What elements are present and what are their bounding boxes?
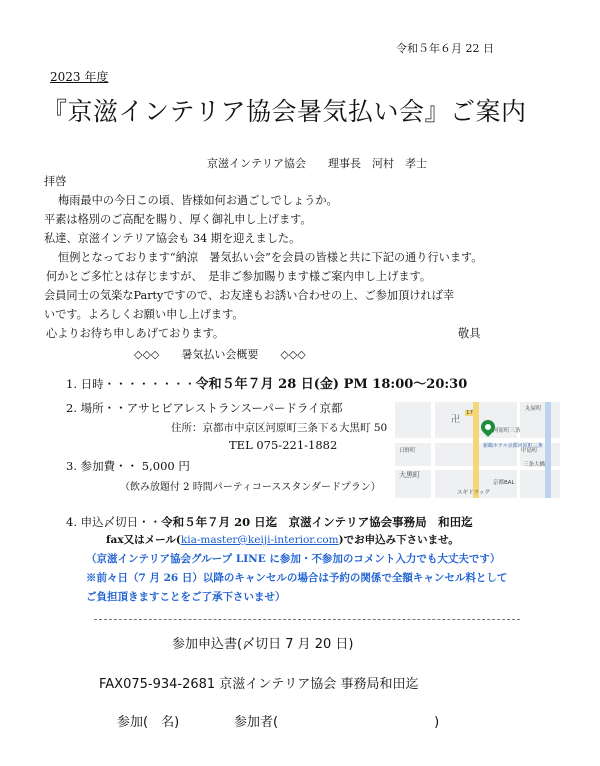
closing-keigu: 敬具 <box>458 327 481 340</box>
letter-line-1: 梅雨最中の今日この頃、皆様如何お過ごしでしょうか。 <box>58 194 338 207</box>
page-title: 『京滋インテリア協会暑気払い会』ご案内 <box>42 97 527 126</box>
email-link[interactable]: kia-master@keiji-interior.com <box>180 534 339 546</box>
venue-map[interactable] <box>395 402 560 498</box>
venue-tel: TEL 075-221-1882 <box>229 438 338 452</box>
letter-line-6: 会員同士の気楽なPartyですので、お友達もお誘い合わせの上、ご参加頂ければ幸 <box>44 289 455 302</box>
map-label: 河原町三条 <box>493 428 521 434</box>
deadline-row <box>66 514 473 530</box>
map-route-number: 17 <box>466 410 473 416</box>
form-participant-names[interactable]: 参加者( ) <box>234 715 440 730</box>
fiscal-year: 2023 年度 <box>50 70 109 84</box>
letter-line-5: 何かとご多忙とは存じますが、 是非ご参加賜ります様ご案内申し上げます。 <box>46 270 432 283</box>
contact-prefix: fax又はメール( <box>106 534 181 546</box>
fee-label: 3. 参加費・・ 5,000 円 <box>66 459 190 473</box>
letter-line-3: 私達、京滋インテリア協会も 34 期を迎えました。 <box>44 232 301 245</box>
venue-label: 2. 場所・・アサヒビアレストランスーパードライ京都 <box>66 401 343 415</box>
deadline-label: 4. 申込〆切日・・ <box>66 515 162 529</box>
contact-suffix: )でお申込み下さいませ。 <box>338 534 459 546</box>
cancel-note-1: ※前々日（7 月 26 日）以降のキャンセルの場合は予約の関係で全額キャンセル料として <box>86 572 508 584</box>
map-label: 大黒町 <box>399 471 420 479</box>
map-road <box>431 402 435 498</box>
map-main-road <box>473 402 479 498</box>
letter-line-7: いです。よろしくお願い申し上げます。 <box>44 308 244 321</box>
venue-address: 住所：京都市中京区河原町三条下る大黒町 50 <box>171 422 388 434</box>
datetime-value: 令和５年７月 28 日(金) PM 18:00～20:30 <box>195 377 468 392</box>
map-road <box>517 402 520 498</box>
map-label: 京都BAL <box>493 480 515 486</box>
deadline-value: 令和５年７月 20 日迄 京滋インテリア協会事務局 和田迄 <box>161 515 473 529</box>
greeting: 拝啓 <box>44 175 67 188</box>
cancel-note-2: ご負担頂きますことをご了承下さいませ） <box>86 591 286 603</box>
summary-heading: ◇◇◇ 暑気払い会概要 ◇◇◇ <box>134 348 306 361</box>
form-fax: FAX075-934-2681 京滋インテリア協会 事務局和田迄 <box>99 677 419 692</box>
map-river <box>545 402 551 498</box>
datetime-label: 1. 日時・・・・・・・・ <box>66 377 196 391</box>
contact-row <box>106 532 459 547</box>
temple-icon: 卍 <box>451 415 461 425</box>
letter-line-4: 恒例となっております“納涼 暑気払い会”を会員の皆様と共に下記の通り行います。 <box>58 251 483 264</box>
fee-note: （飲み放題付 2 時間パーティコーススタンダードプラン） <box>120 482 381 493</box>
form-participation-count[interactable]: 参加( 名) <box>117 715 180 730</box>
letter-line-2: 平素は格別のご高配を賜り、厚く御礼申し上げます。 <box>44 213 312 226</box>
sender-line: 京滋インテリア協会 理事長 河村 孝士 <box>207 157 427 170</box>
map-label: スギドラッグ <box>457 490 490 496</box>
map-label: 丸屋町 <box>525 406 542 412</box>
datetime-row <box>66 373 467 392</box>
form-title: 参加申込書(〆切日 7 月 20 日) <box>172 637 354 652</box>
map-label: 日野町 <box>399 448 416 454</box>
map-label: 三条大橋 <box>523 462 546 468</box>
cut-line-divider <box>94 619 520 620</box>
document-date: 令和５年６月 22 日 <box>396 42 494 55</box>
letter-line-8: 心よりお待ち申しあげております。 <box>46 327 225 340</box>
map-label: 中島町 <box>521 448 538 454</box>
map-label: 新鶴ホテル京都河原町三条 <box>483 443 543 449</box>
line-note: （京滋インテリア協会グループ LINE に参加・不参加のコメント入力でも大丈夫です） <box>86 553 501 565</box>
